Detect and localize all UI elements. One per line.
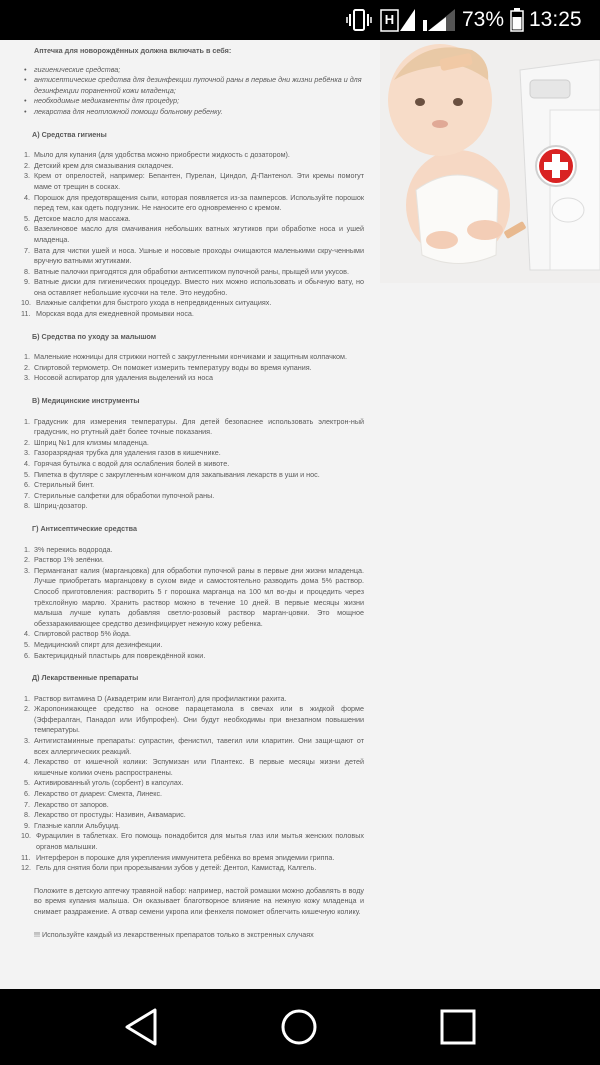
navigation-bar	[0, 989, 600, 1065]
back-button[interactable]	[101, 989, 181, 1065]
list-item-text: Шприц-дозатор.	[34, 501, 88, 511]
list-item-number: 12.	[21, 863, 31, 873]
intro-list	[24, 65, 364, 118]
list-item	[24, 821, 364, 832]
list-item-number: 4.	[24, 629, 30, 639]
list-item	[24, 448, 364, 459]
list-item-text: Раствор витамина D (Аквадетрим или Вигантол) для профилактики рахита.	[34, 693, 287, 703]
list-item	[24, 778, 364, 789]
sections	[21, 129, 364, 874]
list-item-text: Ватные диски для гигиенических процедур. Вместо них можно использовать и обычную вату, но она оставляет небольшие кусочки на теле. Это неудобно.	[34, 277, 364, 297]
list-item-number: 5.	[24, 778, 30, 788]
list-item-number: 3.	[24, 736, 30, 746]
list-item	[24, 555, 364, 566]
list-item-number: 6.	[24, 650, 30, 660]
list-item-text: Градусник для измерения температуры. Для детей безопаснее использовать электрон-ный градусник, но ртутный даёт более точные показания.	[34, 416, 364, 437]
section-list	[21, 150, 364, 320]
list-item-number: 1.	[24, 416, 30, 426]
article-page[interactable]	[0, 40, 600, 989]
list-item-number: 4.	[24, 192, 30, 202]
list-item-text: Мыло для купания (для удобства можно приобрести жидкость с дозатором).	[34, 150, 290, 160]
intro-heading: Аптечка для новорождённых должна включать в себя:	[34, 46, 232, 55]
list-item	[24, 214, 364, 225]
list-item-text: Перманганат калия (марганцовка) для обработки пупочной раны в первые дни жизни младенца. Лучше приобретать марганцовку в сухом виде и самостоятельно разводить дома 5% раствор. Способ приготовления: растворить 5 г порошка марганца на 100 мл во-ды и процедить через трёхслойную марлю. Хранить раствор можно в течение 10 дней. В первые месяцы жизни малыша лучше купать добавляя светло-розовый раствор марган-цовки. Это мощное обеззараживающее средство дезинфицирует нежную кожу ребенка.	[34, 565, 364, 628]
list-item-number: 3.	[24, 565, 30, 575]
list-item-text: Лекарство от простуды: Називин, Аквамарис.	[34, 810, 186, 820]
list-item	[24, 694, 364, 705]
list-item	[24, 193, 364, 214]
list-item-text: Бактерицидный пластырь для повреждённой кожи.	[34, 650, 206, 660]
section-list	[24, 417, 364, 512]
closing-paragraph: Положите в детскую аптечку травяной набор: например, настой ромашки можно добавлять в воду во время купания малыша. Он оказывает благотворное влияние на нежную кожу младенца и снимает раздражение. А отвар семени укропа или фенхеля поможет облегчить кишечную колику.	[34, 885, 364, 916]
list-item-number: 6.	[24, 789, 30, 799]
home-circle-icon	[279, 1007, 319, 1047]
list-item-number: 10.	[21, 831, 31, 841]
list-item	[21, 298, 364, 309]
list-item	[24, 470, 364, 481]
list-item-number: 11.	[21, 309, 31, 319]
list-item	[24, 267, 364, 278]
list-item-number: 2.	[24, 555, 30, 565]
list-item	[21, 309, 364, 320]
list-item-number: 3.	[24, 373, 30, 383]
list-item	[24, 800, 364, 811]
list-item-number: 5.	[24, 469, 30, 479]
list-item	[24, 640, 364, 651]
battery-percent: 73%	[462, 8, 505, 31]
list-item-text: Антигистаминные препараты: супрастин, фенистил, тавегил или кларитин. Они защи-щают от всех аллергических реакций.	[34, 736, 364, 756]
list-item	[21, 863, 364, 874]
list-item-text: Носовой аспиратор для удаления выделений из носа	[34, 373, 214, 383]
list-item-text: Лекарство от диареи: Смекта, Линекс.	[34, 789, 163, 799]
list-item-text: Крем от опрелостей, например: Бепантен, Пурелан, Циндол, Д-Пантенол. Эти кремы помогут маме от трещин в сосках.	[34, 171, 364, 191]
list-item	[24, 629, 364, 640]
list-item-text: Фурацилин в таблетках. Его помощь понадобится для мытья глаз или мытья женских половых органов малышки.	[36, 831, 364, 851]
list-item-number: 9.	[24, 820, 30, 830]
list-item-number: 5.	[24, 639, 30, 649]
list-item	[21, 831, 364, 852]
list-item-text: Влажные салфетки для быстрого ухода в непредвиденных ситуациях.	[36, 298, 272, 308]
list-item	[24, 459, 364, 470]
list-item-number: 2.	[24, 362, 30, 372]
list-item-number: 3.	[24, 171, 30, 181]
list-item-text: Пипетка в футляре с закругленным кончиком для закапывания лекарств в уши и нос.	[34, 469, 320, 479]
list-item-number: 2.	[24, 704, 30, 714]
list-item-text: Детский крем для смазывания складочек.	[34, 160, 174, 170]
list-item	[21, 852, 364, 864]
list-item	[24, 545, 364, 556]
battery-icon	[509, 0, 525, 40]
section-list	[21, 693, 364, 874]
list-item-number: 5.	[24, 213, 30, 223]
list-item-text: Детское масло для массажа.	[34, 213, 131, 223]
list-item	[24, 171, 364, 192]
list-item-text: Газоразрядная трубка для удаления газов в кишечнике.	[34, 448, 221, 458]
list-item	[24, 352, 364, 363]
list-item	[24, 246, 364, 267]
list-item-number: 7.	[24, 799, 30, 809]
list-item	[24, 757, 364, 778]
list-item-number: 8.	[24, 810, 30, 820]
list-item	[24, 704, 364, 736]
list-item-number: 8.	[24, 266, 30, 276]
home-button[interactable]	[259, 989, 339, 1065]
clock: 13:25	[529, 8, 582, 31]
list-item	[24, 651, 364, 662]
list-item-text: Морская вода для ежедневной промывки носа.	[36, 309, 194, 319]
section-title: Д) Лекарственные препараты	[32, 673, 139, 683]
list-item-text: Лекарство от запоров.	[34, 799, 109, 809]
list-item	[24, 417, 364, 438]
section-list	[24, 545, 364, 662]
list-item	[24, 566, 364, 630]
list-item-number: 9.	[24, 277, 30, 287]
list-item	[24, 491, 364, 502]
list-item-number: 1.	[24, 352, 30, 362]
list-item-number: 4.	[24, 459, 30, 468]
list-item	[24, 363, 364, 374]
list-item-text: Спиртовой термометр. Он поможет измерить температуру воды во время купания.	[34, 362, 312, 372]
list-item-number: 1.	[24, 150, 30, 160]
list-item-text: Шприц №1 для клизмы младенца.	[34, 437, 149, 447]
list-item-text: Гель для снятия боли при прорезывании зубов у детей: Дентол, Камистад, Калгель.	[36, 863, 317, 873]
list-item: • лекарства для неотложной помощи больному ребенку.	[24, 107, 364, 118]
list-item-text: Вата для чистки ушей и носа. Ушные и носовые проходы очищаются маленькими скру-ченными вручную ватными жгутиками.	[34, 245, 364, 266]
list-item-number: 7.	[24, 490, 30, 500]
warning-text: !!! Используйте каждый из лекарственных препаратов только в экстренных случаях	[34, 929, 314, 939]
recent-apps-square-icon	[438, 1007, 478, 1047]
list-item-number: 8.	[24, 501, 30, 511]
list-item	[24, 150, 364, 161]
list-item-number: 1.	[24, 693, 30, 703]
recent-apps-button[interactable]	[418, 989, 498, 1065]
list-item-number: 3.	[24, 448, 30, 458]
section-title: В) Медицинские инструменты	[32, 396, 140, 406]
list-item-text: Стерильные салфетки для обработки пупочной раны.	[34, 490, 215, 500]
vibrate-icon	[344, 0, 374, 40]
list-item-number: 7.	[24, 245, 30, 255]
list-item-number: 10.	[21, 298, 31, 308]
list-item	[24, 438, 364, 449]
list-item-text: Спиртовой раствор 5% йода.	[34, 629, 131, 639]
section-title: А) Средства гигиены	[32, 129, 107, 139]
list-item-text: Лекарство от кишечной колики: Эспумизан или Плантекс. В первые месяцы жизни детей кишечные колики очень распространены.	[34, 757, 364, 777]
list-item	[24, 224, 364, 245]
list-item	[24, 789, 364, 800]
list-item-text: Вазелиновое масло для смачивания небольших ватных жгутиков при обработке носа и ушей младенца.	[34, 224, 364, 244]
list-item-number: 4.	[24, 757, 30, 767]
list-item-number: 6.	[24, 480, 30, 490]
list-item-text: Маленькие ножницы для стрижки ногтей с закругленными кончиками и защитным колпачком.	[34, 352, 347, 362]
list-item	[24, 736, 364, 757]
list-item-number: 2.	[24, 160, 30, 170]
list-item-number: 2.	[24, 437, 30, 447]
list-item: • необходимые медикаменты для процедур;	[24, 96, 364, 107]
list-item-text: Ватные палочки пригодятся для обработки антисептиком пупочной раны, прыщей или укусов.	[34, 266, 349, 276]
list-item-text: Глазные капли Альбуцид.	[34, 820, 121, 830]
list-item-text: Стерильный бинт.	[34, 480, 95, 490]
list-item	[24, 277, 364, 298]
list-item-text: Горячая бутылка с водой для ослабления болей в животе.	[34, 459, 230, 468]
list-item-text: Медицинский спирт для дезинфекции.	[34, 639, 163, 649]
mobile-signal-h-icon	[380, 0, 418, 40]
list-item-text: 3% перекись водорода.	[34, 544, 113, 554]
list-item-text: Активированный уголь (сорбент) в капсулах.	[34, 778, 184, 788]
section-title: Г) Антисептические средства	[32, 523, 137, 533]
list-item-text: Жаропонижающее средство на основе парацетамола в свечах или в жидкой форме (Эффералган, Панадол или Ибупрофен). Они будут необходимы при внезапном повышении температуры.	[34, 704, 364, 735]
status-bar	[0, 0, 600, 40]
list-item: • антисептические средства для дезинфекции пупочной раны в первые дни жизни ребёнка и для дезинфекции пораненной кожи младенца;	[24, 75, 364, 96]
list-item-text: Интерферон в порошке для укрепления иммунитета ребёнка во время эпидемии гриппа.	[36, 852, 335, 862]
list-item-text: Порошок для предотвращения сыпи, которая появляется из-за памперсов. Используйте порошок перед тем, как одеть подгузник. Не наносите его одновременно с кремом.	[34, 192, 364, 213]
list-item-number: 6.	[24, 224, 30, 234]
list-item	[24, 810, 364, 821]
section-list	[24, 352, 364, 384]
list-item	[24, 161, 364, 172]
back-triangle-icon	[121, 1006, 161, 1048]
list-item-number: 11.	[21, 852, 31, 862]
list-item	[24, 373, 364, 384]
article-body	[21, 46, 364, 940]
list-item	[24, 501, 364, 512]
list-item-text: Раствор 1% зелёнки.	[34, 555, 104, 565]
network-letter: H	[384, 12, 395, 27]
list-item	[24, 480, 364, 491]
list-item: • гигиенические средства;	[24, 65, 364, 76]
list-item-number: 1.	[24, 544, 30, 554]
signal-strength-icon	[422, 0, 458, 40]
section-title: Б) Средства по уходу за малышом	[32, 331, 157, 341]
baby-first-aid-image	[380, 40, 600, 283]
